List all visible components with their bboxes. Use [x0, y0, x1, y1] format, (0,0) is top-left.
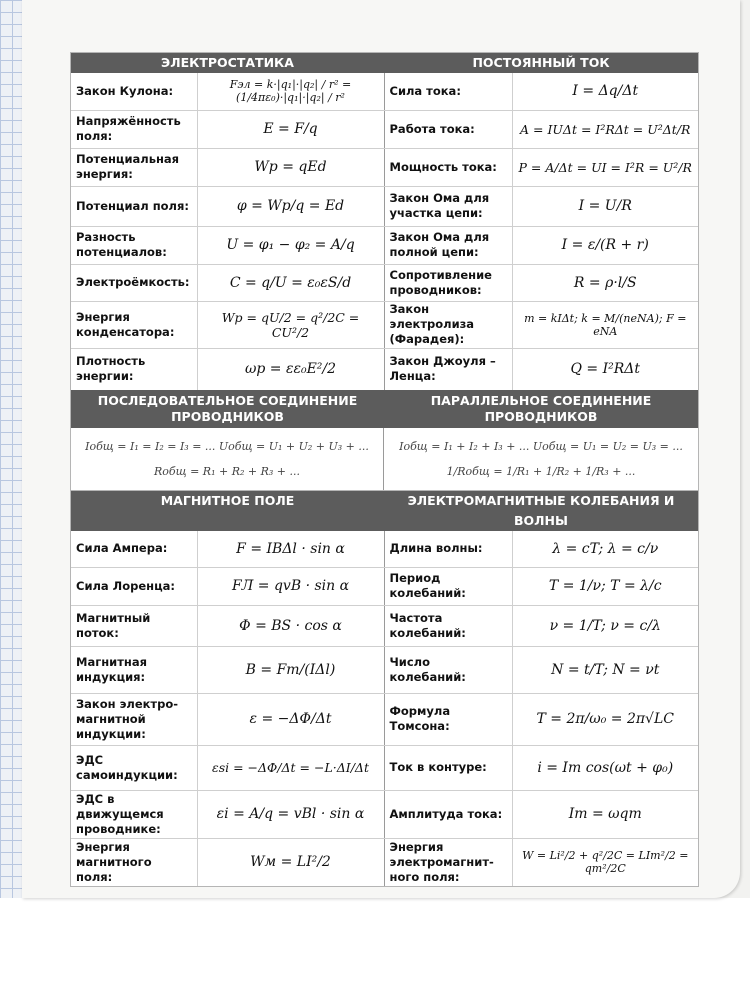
series-line-1: Iобщ = I₁ = I₂ = I₃ = ... Uобщ = U₁ + U₂ + U₃ + ...	[85, 440, 369, 453]
row-formula: εi = A/q = vBl · sin α	[197, 790, 384, 838]
row-formula: Wp = qEd	[197, 148, 384, 186]
table-row	[71, 531, 698, 567]
row-label: Закон электролиза (Фарадея):	[384, 301, 512, 348]
section1-header	[71, 53, 698, 73]
table-row	[71, 605, 698, 646]
row-formula: Wм = LI²/2	[197, 838, 384, 886]
table-row	[71, 348, 698, 390]
row-label: Напряжённость поля:	[71, 110, 197, 148]
row-formula: E = F/q	[197, 110, 384, 148]
em-oscillations-title: ЭЛЕКТРОМАГНИТНЫЕ КОЛЕБАНИЯ И ВОЛНЫ	[407, 493, 675, 528]
row-label: Сила Ампера:	[71, 531, 197, 567]
row-label: Ток в контуре:	[384, 745, 512, 790]
row-label: Формула Томсона:	[384, 693, 512, 745]
section2-header	[71, 390, 698, 428]
row-label: Потенциал поля:	[71, 186, 197, 226]
series-line-2: Rобщ = R₁ + R₂ + R₃ + ...	[153, 465, 301, 478]
row-label: Энергия конденсатора:	[71, 301, 197, 348]
row-label: Мощность тока:	[384, 148, 512, 186]
table-row	[71, 264, 698, 301]
connection-formulas	[71, 428, 698, 491]
row-formula: F = IBΔl · sin α	[197, 531, 384, 567]
row-label: Закон Ома для полной цепи:	[384, 226, 512, 264]
row-label: Амплитуда тока:	[384, 790, 512, 838]
row-label: Сопротивление проводников:	[384, 264, 512, 301]
row-formula: i = Im cos(ωt + φ₀)	[512, 745, 698, 790]
row-formula: N = t/T; N = νt	[512, 646, 698, 693]
formula-sheet	[70, 52, 699, 887]
row-formula: I = Δq/Δt	[512, 73, 698, 110]
row-formula: Φ = BS · cos α	[197, 605, 384, 646]
parallel-connection-title: ПАРАЛЛЕЛЬНОЕ СОЕДИНЕНИЕ ПРОВОДНИКОВ	[430, 393, 652, 424]
row-label: Энергия магнитного поля:	[71, 838, 197, 886]
table-row	[71, 186, 698, 226]
row-label: Закон Кулона:	[71, 73, 197, 110]
row-formula: I = ε/(R + r)	[512, 226, 698, 264]
background-bottom	[0, 898, 750, 1000]
row-label: ЭДС в движущемся проводнике:	[71, 790, 197, 838]
row-label: Энергия электромагнит-ного поля:	[384, 838, 512, 886]
row-formula: ωp = εε₀E²/2	[197, 348, 384, 390]
table-row	[71, 693, 698, 745]
row-formula: Q = I²RΔt	[570, 361, 641, 378]
row-formula: W = Li²/2 + q²/2C = LIm²/2 = qm²/2C	[522, 849, 689, 876]
row-label: Плотность энергии:	[71, 348, 197, 390]
row-formula: εsi = −ΔΦ/Δt = −L·ΔI/Δt	[197, 745, 384, 790]
row-label: Электроёмкость:	[71, 264, 197, 301]
row-label: Магнитная индукция:	[71, 646, 197, 693]
row-label: Сила тока:	[384, 73, 512, 110]
row-label: Закон Джоуля – Ленца:	[384, 348, 512, 390]
row-label: Сила Лоренца:	[71, 567, 197, 605]
table-row	[71, 567, 698, 605]
parallel-line-2: 1/Rобщ = 1/R₁ + 1/R₂ + 1/R₃ + ...	[446, 465, 636, 478]
direct-current-title: ПОСТОЯННЫЙ ТОК	[472, 55, 610, 70]
section1-table	[71, 73, 698, 390]
row-formula: ν = 1/T; ν = c/λ	[512, 605, 698, 646]
section3-header	[71, 491, 698, 531]
row-formula: FЛ = qvB · sin α	[197, 567, 384, 605]
table-row	[71, 148, 698, 186]
table-row	[71, 110, 698, 148]
row-formula: I = U/R	[512, 186, 698, 226]
row-label: Разность потенциалов:	[71, 226, 197, 264]
row-label: Период колебаний:	[384, 567, 512, 605]
row-label: ЭДС самоиндукции:	[71, 745, 197, 790]
row-formula: φ = Wp/q = Ed	[197, 186, 384, 226]
row-formula: Fэл = k·|q₁|·|q₂| / r² = (1/4πε₀)·|q₁|·|q₂| / r²	[197, 73, 384, 110]
row-formula: A = IUΔt = I²RΔt = U²Δt/R	[512, 110, 698, 148]
row-label: Потенциальная энергия:	[71, 148, 197, 186]
parallel-line-1: Iобщ = I₁ + I₂ + I₃ + ... Uобщ = U₁ = U₂ = U₃ = ...	[399, 440, 683, 453]
row-formula: T = 2π/ω₀ = 2π√LC	[512, 693, 698, 745]
magnetic-field-title: МАГНИТНОЕ ПОЛЕ	[160, 493, 295, 508]
electrostatics-title: ЭЛЕКТРОСТАТИКА	[161, 55, 294, 70]
table-row	[71, 73, 698, 110]
series-formulas	[71, 428, 384, 490]
row-formula: m = kIΔt; k = M/(neNA); F = eNA	[512, 301, 698, 348]
series-connection-title: ПОСЛЕДОВАТЕЛЬНОЕ СОЕДИНЕНИЕ ПРОВОДНИКОВ	[97, 393, 358, 424]
row-formula: U = φ₁ − φ₂ = A/q	[197, 226, 384, 264]
row-formula: T = 1/ν; T = λ/c	[512, 567, 698, 605]
row-formula: λ = cT; λ = c/ν	[512, 531, 698, 567]
row-formula: Im = ωqm	[512, 790, 698, 838]
table-row	[71, 745, 698, 790]
parallel-formulas	[384, 428, 698, 490]
row-formula: R = ρ·l/S	[512, 264, 698, 301]
row-formula: P = A/Δt = UI = I²R = U²/R	[512, 148, 698, 186]
row-label: Длина волны:	[384, 531, 512, 567]
row-formula: ε = −ΔΦ/Δt	[197, 693, 384, 745]
row-label: Закон электро-магнитной индукции:	[71, 693, 197, 745]
row-label: Число колебаний:	[384, 646, 512, 693]
table-row	[71, 790, 698, 838]
row-formula: Wp = qU/2 = q²/2C = CU²/2	[197, 301, 384, 348]
row-formula: B = Fm/(IΔl)	[197, 646, 384, 693]
section3-table	[71, 531, 698, 886]
table-row	[71, 301, 698, 348]
table-row	[71, 226, 698, 264]
table-row	[71, 838, 698, 886]
row-label: Закон Ома для участка цепи:	[384, 186, 512, 226]
row-label: Частота колебаний:	[384, 605, 512, 646]
row-formula: C = q/U = ε₀εS/d	[197, 264, 384, 301]
table-row	[71, 646, 698, 693]
row-label: Работа тока:	[384, 110, 512, 148]
row-label: Магнитный поток:	[71, 605, 197, 646]
